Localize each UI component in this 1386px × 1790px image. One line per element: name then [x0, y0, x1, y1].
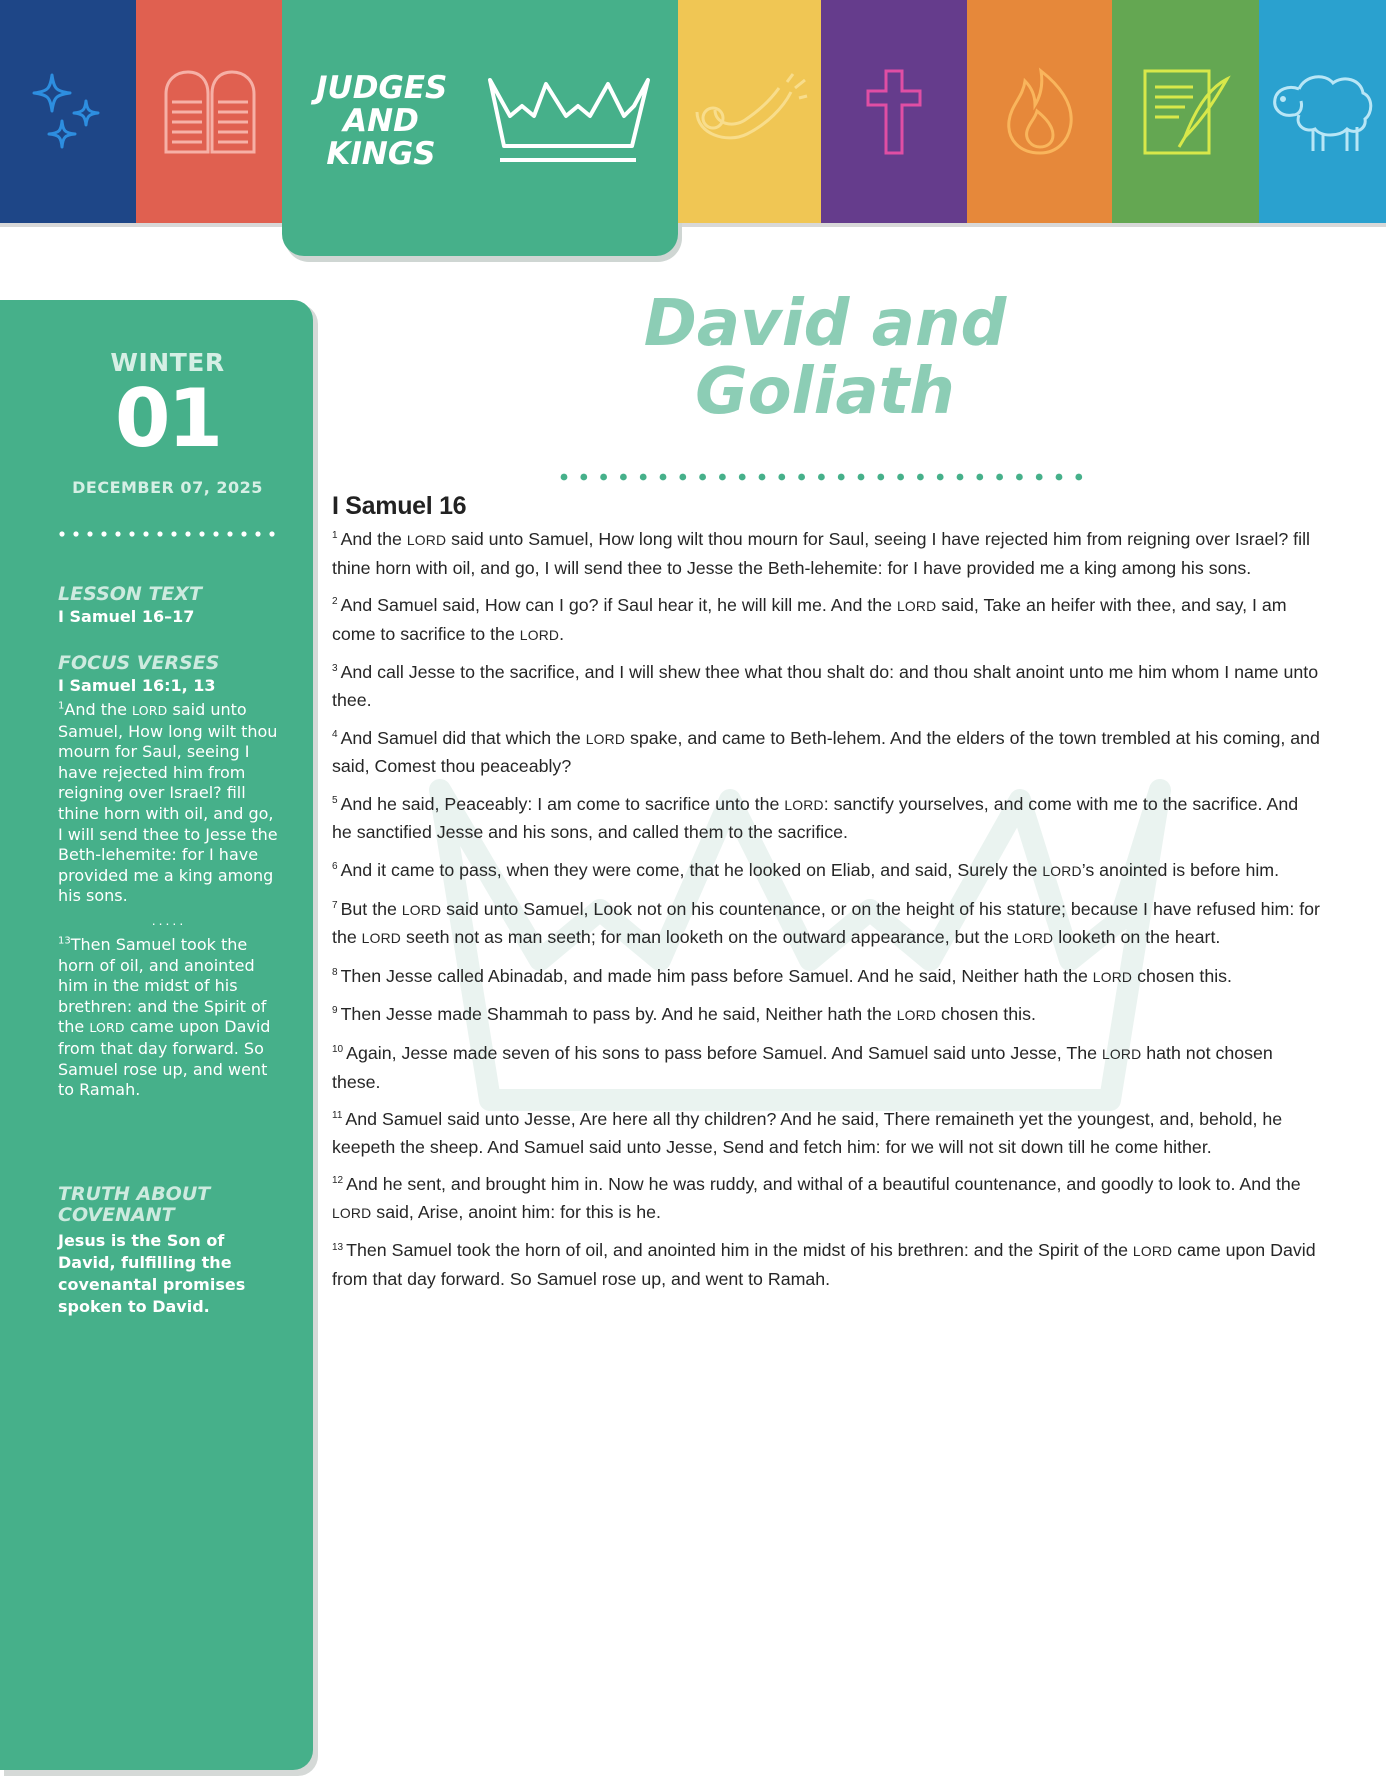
season-label: WINTER [110, 348, 225, 377]
divider-dot [1075, 474, 1082, 481]
verse-text: said, Take an heifer with thee, and say, I am come to sacrifice to the [332, 595, 1287, 644]
verse-text: said, Arise, anoint him: for this is he. [371, 1201, 661, 1222]
verse-number: 8 [332, 966, 338, 978]
divider-dot [600, 474, 607, 481]
divider-dot [719, 474, 726, 481]
tablets-icon [162, 68, 258, 156]
verse [332, 896, 1322, 953]
lord-small-caps: LORD [1092, 968, 1133, 985]
verse-number: 10 [332, 1043, 344, 1055]
title-dotted-divider [560, 472, 1090, 482]
lord-small-caps: LORD [401, 901, 442, 918]
verse-number: 1 [58, 700, 65, 712]
band-sparkles [0, 0, 136, 223]
verse-text: said unto Samuel, How long wilt thou mourn for Saul, seeing I have rejected him from reigning over Israel? fill thine horn with oil, and go, I will send thee to Jesse the Beth-lehemite: for I have provided me a king among his sons. [332, 529, 1310, 578]
verse [332, 526, 1322, 582]
divider-dot [937, 474, 944, 481]
verse [332, 791, 1322, 847]
focus-verses-heading: FOCUS VERSES [58, 652, 220, 674]
lord-small-caps: LORD [897, 598, 937, 615]
flame-icon [1003, 67, 1077, 157]
divider-dot [620, 474, 627, 481]
divider-dot [1056, 474, 1063, 481]
divider-dot [858, 474, 865, 481]
divider-dot [917, 474, 924, 481]
divider-dot [759, 474, 766, 481]
verse-text: And Samuel said unto Jesse, Are here all thy children? And he said, There remaineth yet the youngest, and, behold, he keepeth the sheep. And Samuel said unto Jesse, Send and fetch him: for we will not sit down till he come hither. [332, 1109, 1283, 1157]
verse [332, 857, 1322, 886]
divider-dot [640, 474, 647, 481]
scroll-quill-icon [1141, 67, 1231, 157]
verse-text: But the [340, 898, 402, 919]
lesson-date: DECEMBER 07, 2025 [72, 478, 263, 497]
divider-dot [957, 474, 964, 481]
lord-small-caps: LORD [132, 703, 168, 718]
lesson-text-heading: LESSON TEXT [58, 583, 202, 605]
verse-number: 4 [332, 728, 338, 740]
verse-number: 12 [332, 1175, 344, 1187]
divider-dot [778, 474, 785, 481]
verse-text: Then Samuel took the horn of oil, and anointed him in the midst of his brethren: and the Spirit of the [58, 934, 267, 1037]
focus-verses-reference: I Samuel 16:1, 13 [58, 676, 216, 695]
verse-text: Again, Jesse made seven of his sons to pass before Samuel. And Samuel said unto Jesse, The [346, 1042, 1102, 1063]
verse [332, 659, 1322, 714]
divider-dot [739, 474, 746, 481]
truth-text: Jesus is the Son of David, fulfilling the covenantal promises spoken to David. [58, 1231, 246, 1316]
sparkle-stars-icon [28, 67, 108, 157]
verse-number: 3 [332, 663, 338, 675]
lord-small-caps: LORD [89, 1020, 125, 1036]
cross-icon [864, 67, 924, 157]
lord-small-caps: LORD [361, 930, 402, 947]
band-flame [967, 0, 1112, 223]
verse-number: 11 [332, 1110, 343, 1122]
lord-small-caps: LORD [1101, 1045, 1142, 1062]
verse-number: 1 [332, 530, 338, 542]
truth-heading: TRUTH ABOUT COVENANT [58, 1183, 211, 1226]
verse-text: And Samuel did that which the [340, 727, 586, 748]
divider-dot [660, 474, 667, 481]
verse-text: seeth not as man seeth; for man looketh on the outward appearance, but the [401, 927, 1014, 948]
band-shofar [678, 0, 821, 223]
divider-dot [580, 474, 587, 481]
divider-dot [818, 474, 825, 481]
verse-text: came upon David from that day forward. So Samuel rose up, and went to Ramah. [332, 1240, 1316, 1290]
verse-number: 13 [58, 935, 71, 947]
lord-small-caps: LORD [1042, 862, 1082, 879]
lord-small-caps: LORD [406, 532, 447, 548]
lesson-title [560, 287, 1090, 429]
divider-dot [679, 474, 686, 481]
lord-small-caps: LORD [1013, 930, 1054, 947]
verse-text: ’s anointed is before him. [1081, 859, 1280, 880]
verse-text: hath not chosen these. [332, 1042, 1273, 1092]
lamb-icon [1269, 69, 1377, 155]
focus-verses-section [58, 653, 280, 1101]
divider-dot [838, 474, 845, 481]
verse-separator: ..... [151, 911, 187, 928]
lord-small-caps: LORD [332, 1204, 372, 1221]
verse-text: And call Jesse to the sacrifice, and I will shew thee what thou shalt do: and thou shalt anoint unto me him whom I name unto thee. [332, 662, 1319, 710]
verse-text: spake, and came to Beth-lehem. And the elders of the town trembled at his coming, and said, Comest thou peaceably? [332, 727, 1320, 777]
band-cross [821, 0, 967, 223]
verse [332, 592, 1322, 649]
divider-dot [1016, 474, 1023, 481]
verse-number: 13 [332, 1241, 344, 1253]
passage-heading: I Samuel 16 [332, 492, 467, 520]
verse [332, 1106, 1322, 1161]
verse-number: 7 [332, 899, 338, 911]
verse-text: And it came to pass, when they were come, that he looked on Eliab, and said, Surely the [340, 859, 1043, 880]
verse-text: Then Jesse made Shammah to pass by. And he said, Neither hath the [340, 1004, 897, 1025]
verse-number: 2 [332, 596, 338, 608]
lesson-text-reference: I Samuel 16–17 [58, 607, 195, 626]
shofar-horn-icon [691, 72, 809, 152]
verse-text: looketh on the heart. [1053, 927, 1221, 948]
series-title-line: KINGS [326, 136, 436, 172]
divider-dot [798, 474, 805, 481]
verse-text: And the [64, 700, 133, 719]
truth-section [58, 1184, 280, 1318]
divider-dot [561, 474, 568, 481]
divider-dot [877, 474, 884, 481]
lord-small-caps: LORD [1132, 1243, 1173, 1260]
lesson-number: 01 [114, 372, 221, 465]
verse-text: And he said, Peaceably: I am come to sacrifice unto the [340, 793, 785, 814]
verse-text: chosen this. [936, 1004, 1036, 1025]
divider-dot [996, 474, 1003, 481]
lord-small-caps: LORD [784, 796, 824, 813]
focus-verse-13 [58, 935, 280, 1101]
scripture-passage [332, 488, 1322, 1304]
crown-icon [482, 76, 654, 168]
verse-text: said unto Samuel, How long wilt thou mourn for Saul, seeing I have rejected him from reigning over Israel? fill thine horn with oil, and go, I will send thee to Jesse the Beth-lehemite: for I have provided me a king among his sons. [58, 700, 278, 906]
verse-number: 6 [332, 861, 338, 873]
sidebar-dotted-divider [58, 530, 280, 538]
divider-dot [897, 474, 904, 481]
divider-dot [699, 474, 706, 481]
series-title-line: AND [343, 103, 419, 139]
verse-text: And he sent, and brought him in. Now he was ruddy, and withal of a beautiful countenance, and goodly to look to. And the [346, 1174, 1301, 1195]
focus-verse-1 [58, 700, 280, 907]
verse-text: Then Samuel took the horn of oil, and anointed him in the midst of his brethren: and the Spirit of the [346, 1240, 1133, 1261]
verse [332, 963, 1322, 992]
lesson-text-section [58, 584, 280, 627]
verse [332, 1237, 1322, 1293]
series-title [316, 72, 446, 171]
series-title-line: JUDGES [316, 70, 448, 106]
verse-text: And Samuel said, How can I go? if Saul hear it, he will kill me. And the [340, 595, 898, 616]
band-scroll [1112, 0, 1259, 223]
verse-text: And the [340, 529, 407, 549]
verse [332, 1040, 1322, 1096]
strip-divider [0, 223, 1386, 227]
verse-text: Then Jesse called Abinadab, and made him pass before Samuel. And he said, Neither hath the [340, 965, 1093, 986]
band-lamb [1259, 0, 1386, 223]
verse-text: . [559, 623, 565, 644]
lord-small-caps: LORD [896, 1007, 937, 1024]
lesson-sidebar [0, 300, 313, 1770]
divider-dot [1036, 474, 1043, 481]
verse-number: 9 [332, 1005, 338, 1017]
verse-text: said unto Samuel, Look not on his countenance, or on the height of his stature; because I have refused him: for the [332, 898, 1320, 948]
verse-list [332, 526, 1322, 1294]
lesson-title-line: Goliath [695, 355, 955, 429]
lord-small-caps: LORD [519, 626, 560, 643]
band-tablets [136, 0, 283, 223]
verse [332, 1001, 1322, 1030]
verse-number: 5 [332, 794, 338, 806]
verse [332, 1171, 1322, 1227]
verse-text: came upon David from that day forward. So Samuel rose up, and went to Ramah. [58, 1017, 271, 1100]
lord-small-caps: LORD [585, 730, 626, 747]
divider-dot [976, 474, 983, 481]
series-tab [282, 0, 678, 256]
verse [332, 725, 1322, 781]
verse-text: : sanctify yourselves, and come with me to the sacrifice. And he sanctified Jesse and his sons, and called them to the sacrifice. [332, 793, 1299, 843]
verse-text: chosen this. [1132, 965, 1232, 986]
lesson-title-line: David and [643, 287, 1007, 361]
